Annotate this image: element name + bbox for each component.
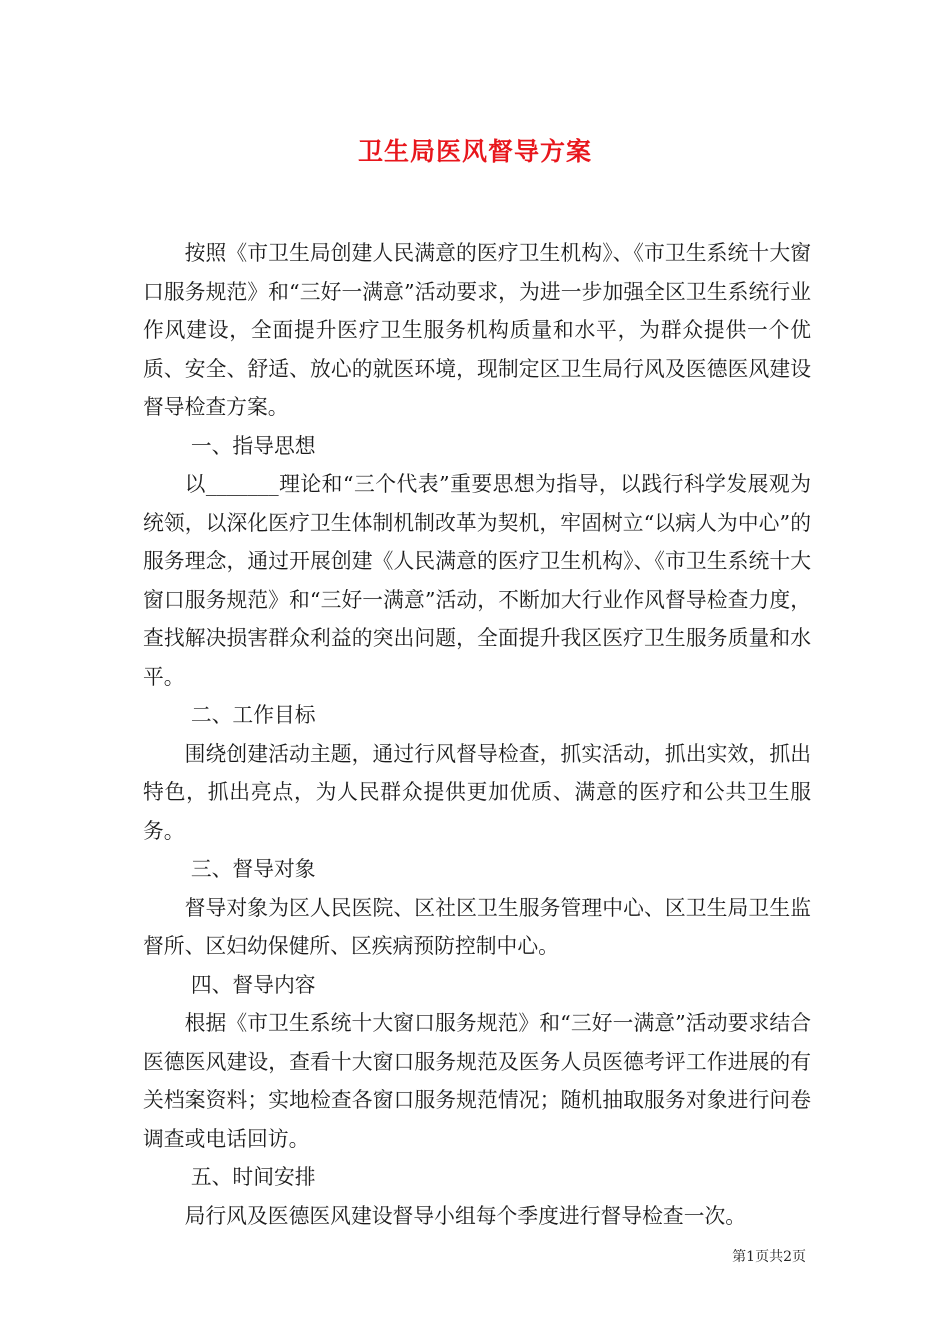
page-number: 第1页共2页	[732, 1249, 806, 1265]
section-paragraph-3: 督导对象为区人民医院、区社区卫生服务管理中心、区卫生局卫生监督所、区妇幼保健所、区疾病预防控制中心。	[143, 895, 811, 958]
section-paragraph-4: 根据《市卫生系统十大窗口服务规范》和“三好一满意”活动要求结合医德医风建设，查看十大窗口服务规范及医务人员医德考评工作进展的有关档案资料；实地检查各窗口服务规范情况；随机抽取服务对象进行问卷调查或电话回访。	[143, 1011, 811, 1151]
section-heading-5: 五、时间安排	[190, 1165, 316, 1189]
document-title: 卫生局医风督导方案	[357, 137, 592, 166]
section-heading-2: 二、工作目标	[190, 703, 316, 727]
intro-paragraph: 按照《市卫生局创建人民满意的医疗卫生机构》、《市卫生系统十大窗口服务规范》和“三好一满意”活动要求，为进一步加强全区卫生系统行业作风建设，全面提升医疗卫生服务机构质量和水平，为群众提供一个优质、安全、舒适、放心的就医环境，现制定区卫生局行风及医德医风建设督导检查方案。	[143, 241, 811, 419]
section-paragraph-5: 局行风及医德医风建设督导小组每个季度进行督导检查一次。	[184, 1203, 747, 1228]
section-heading-4: 四、督导内容	[190, 972, 316, 997]
section-paragraph-1: 以_______理论和“三个代表”重要思想为指导，以践行科学发展观为统领，以深化医疗卫生体制机制改革为契机，牢固树立“以病人为中心”的服务理念，通过开展创建《人民满意的医疗卫生机构》、《市卫生系统十大窗口服务规范》和“三好一满意”活动，不断加大行业作风督导检查力度，查找解决损害群众利益的突出问题，全面提升我区医疗卫生服务质量和水平。	[143, 472, 811, 689]
section-heading-1: 一、指导思想	[190, 433, 316, 458]
section-heading-3: 三、督导对象	[190, 857, 316, 881]
document-body	[143, 234, 811, 1235]
section-paragraph-2: 围绕创建活动主题，通过行风督导检查，抓实活动，抓出实效，抓出特色，抓出亮点，为人民群众提供更加优质、满意的医疗和公共卫生服务。	[143, 741, 811, 843]
